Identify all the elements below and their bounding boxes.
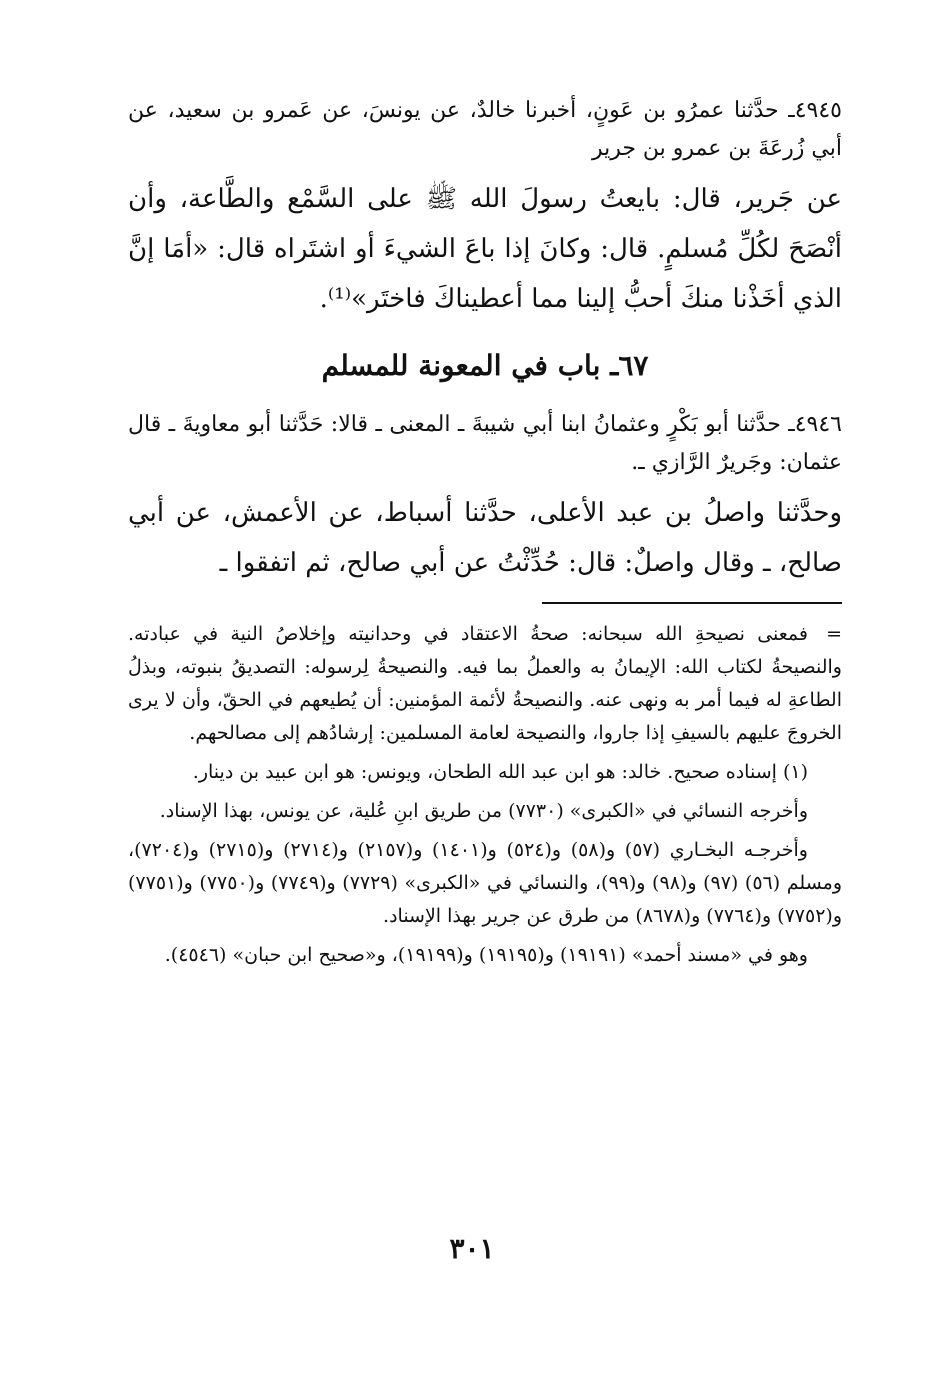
footnotes — [128, 618, 842, 972]
page-body — [128, 92, 842, 978]
footnote-continuation-text: فمعنى نصيحةِ الله سبحانه: صحةُ الاعتقاد في وحدانيته وإخلاصُ النية في عبادته. والنصيحةُ لكتاب الله: الإيمانُ به والعملُ بما فيه. والنصيحةُ لِرسوله: التصديقُ بنبوته، وبذلُ الطاعةِ له فيما أمر به ونهى عنه. والنصيحةُ لأئمة المؤمنين: أن يُطيعهم في الحقّ، وأن لا يرى الخروجَ عليهم بالسيفِ إذا جاروا، والنصيحة لعامة المسلمين: إرشادُهم إلى مصالحهم. — [128, 623, 842, 744]
footnote-continuation — [128, 618, 842, 750]
footnote-1-grading: (١) إسناده صحيح. خالد: هو ابن عبد الله الطحان، ويونس: هو ابن عبيد بن دينار. — [192, 761, 808, 783]
footnote-1-takhrij: وأخرجـه البخـاري (٥٧) و(٥٨) و(٥٢٤) و(١٤٠١) و(٢١٥٧) و(٢٧١٤) و(٢٧١٥) و(٧٢٠٤)، ومسلم (٥٦) (٩٧) و(٩٨) و(٩٩)، والنسائي في «الكبرى» (٧٧٢٩) و(٧٧٤٩) و(٧٧٥٠) و(٧٧٥١) و(٧٧٥٢) و(٧٧٦٤) و(٨٦٧٨) من طرق عن جرير بهذا الإسناد. — [128, 839, 842, 927]
hadith-4946-matn: وحدَّثنا واصلُ بن عبد الأعلى، حدَّثنا أسباط، عن الأعمش، عن أبي صالح، ـ وقال واصلٌ: قال: حُدِّثْتُ عن أبي صالح، ثم اتفقوا ـ — [128, 498, 842, 578]
hadith-4945-matn: عن جَرير، قال: بايعتُ رسولَ الله ﷺ على السَّمْع والطَّاعة، وأن أنْصَحَ لكُلِّ مُسلمٍ. قال: وكانَ إذا باعَ الشيءَ أو اشتَراه قال: «أمَا إنَّ الذي أخَذْنا منكَ أحبُّ إلينا مما أعطيناكَ فاختَر»⁽¹⁾. — [128, 184, 842, 314]
footnote-1-musnad: وهو في «مسند أحمد» (١٩١٩١) و(١٩١٩٥) و(١٩١٩٩)، و«صحيح ابن حبان» (٤٥٤٦). — [164, 944, 808, 966]
page-number: ٣٠١ — [449, 1232, 495, 1265]
footnote-divider — [542, 602, 842, 604]
hadith-4945-isnad: ٤٩٤٥ـ حدَّثنا عمرُو بن عَونٍ، أخبرنا خالدٌ، عن يونسَ، عن عَمرو بن سعيد، عن أبي زُرعَةَ بن عمرو بن جرير — [128, 98, 842, 161]
chapter-title: ٦٧ـ باب في المعونة للمسلم — [321, 349, 649, 382]
continuation-mark: = — [826, 623, 842, 645]
hadith-4946-isnad: ٤٩٤٦ـ حدَّثنا أبو بَكْرٍ وعثمانُ ابنا أبي شيبةَ ـ المعنى ـ قالا: حَدَّثنا أبو معاويةَ ـ قال عثمان: وجَريرٌ الرَّازي ـ. — [128, 412, 842, 475]
footnote-1-nasai: وأخرجه النسائي في «الكبرى» (٧٧٣٠) من طريق ابنِ عُلية، عن يونس، بهذا الإسناد. — [159, 800, 808, 822]
